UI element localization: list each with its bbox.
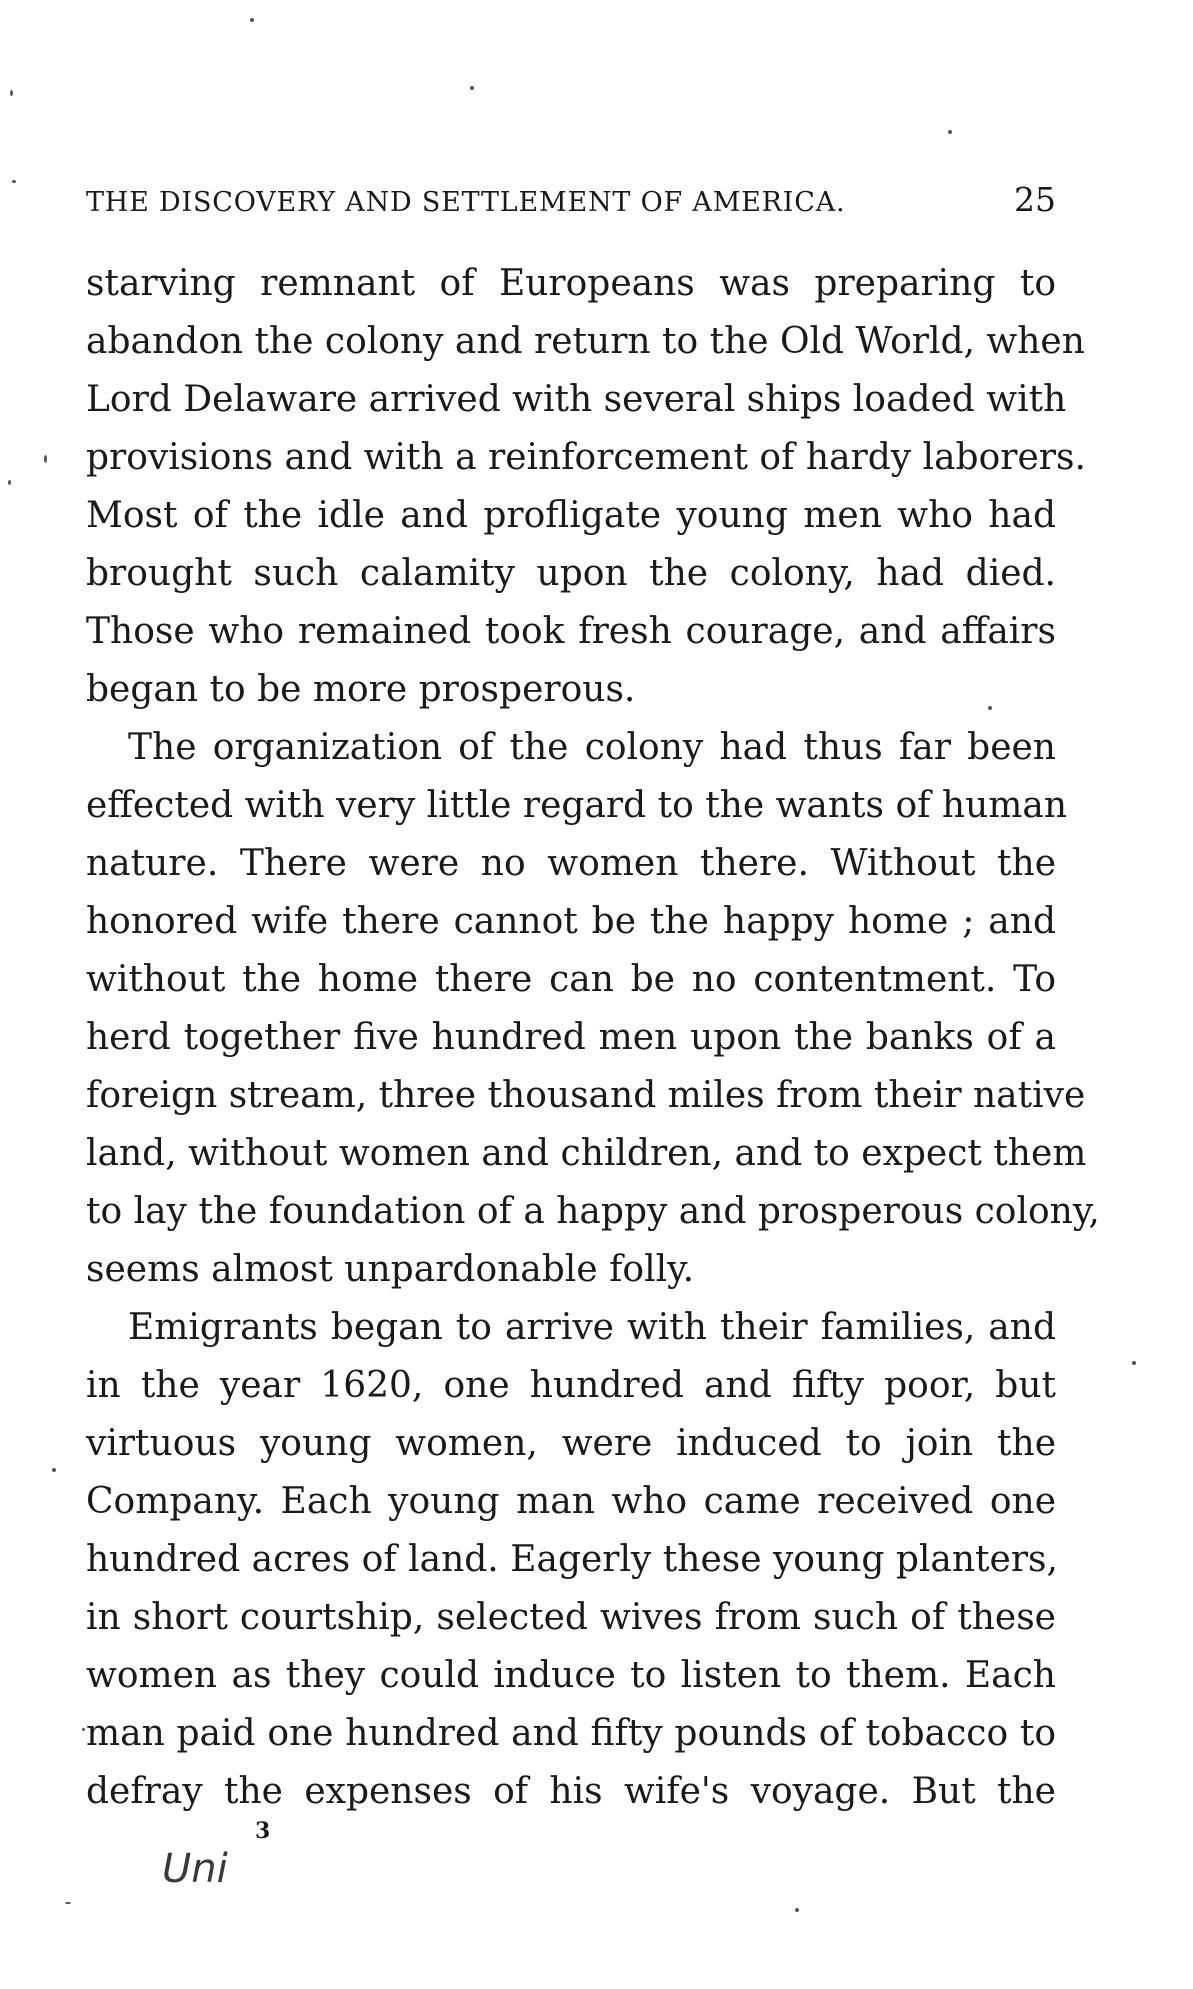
text-line: Company. Each young man who came received one — [86, 1481, 1056, 1522]
text-line: Most of the idle and profligate young men who had — [86, 495, 1056, 536]
scan-speck — [8, 480, 11, 485]
page-number: 25 — [1014, 180, 1056, 219]
text-line: in short courtship, selected wives from such of these — [86, 1597, 1056, 1638]
text-line: foreign stream, three thousand miles from their native — [86, 1075, 1086, 1116]
text-line: to lay the foundation of a happy and prosperous colony, — [86, 1191, 1100, 1232]
scan-speck — [795, 1908, 799, 1912]
text-line: nature. There were no women there. Without the — [86, 843, 1056, 884]
text-line: brought such calamity upon the colony, had died. — [86, 553, 1056, 594]
text-line: seems almost unpardonable folly. — [86, 1249, 695, 1290]
footer-stamp: Uni — [162, 1846, 228, 1892]
text-line: hundred acres of land. Eagerly these young planters, — [86, 1539, 1058, 1580]
text-line: man paid one hundred and fifty pounds of tobacco to — [86, 1713, 1056, 1754]
scan-speck — [82, 1728, 85, 1731]
body-text — [86, 255, 1100, 1821]
paragraph-3 — [86, 1299, 1056, 1821]
text-line: in the year 1620, one hundred and fifty poor, but — [86, 1365, 1056, 1406]
text-line: effected with very little regard to the wants of human — [86, 785, 1068, 826]
scan-speck — [1132, 1361, 1136, 1365]
scan-speck — [948, 130, 952, 134]
text-line: herd together five hundred men upon the banks of a — [86, 1017, 1056, 1058]
text-line: The organization of the colony had thus far been — [128, 727, 1056, 768]
scan-speck — [52, 1468, 56, 1472]
scan-speck — [44, 455, 47, 463]
scan-speck — [10, 90, 13, 96]
signature-mark: 3 — [255, 1818, 271, 1844]
scan-speck — [12, 180, 16, 183]
text-line: without the home there can be no contentment. To — [86, 959, 1056, 1000]
scan-speck — [250, 18, 254, 22]
scan-speck — [470, 86, 474, 90]
text-line: provisions and with a reinforcement of hardy laborers. — [86, 437, 1086, 478]
scan-speck — [988, 706, 992, 710]
running-head — [86, 180, 1056, 219]
scan-speck — [65, 1902, 71, 1904]
text-line: honored wife there cannot be the happy home ; and — [86, 901, 1056, 942]
text-line: Lord Delaware arrived with several ships loaded with — [86, 379, 1067, 420]
text-line: virtuous young women, were induced to join the — [86, 1423, 1056, 1464]
text-line: defray the expenses of his wife's voyage. But the — [86, 1771, 1056, 1812]
text-line: abandon the colony and return to the Old World, when — [86, 321, 1085, 362]
text-line: women as they could induce to listen to them. Each — [86, 1655, 1056, 1696]
text-line: Emigrants began to arrive with their families, and — [128, 1307, 1056, 1348]
text-line: land, without women and children, and to expect them — [86, 1133, 1087, 1174]
running-head-title: THE DISCOVERY AND SETTLEMENT OF AMERICA. — [86, 187, 846, 218]
paragraph-2 — [86, 719, 1100, 1299]
text-line: Those who remained took fresh courage, and affairs — [86, 611, 1056, 652]
text-line: began to be more prosperous. — [86, 669, 636, 710]
paragraph-1 — [86, 255, 1086, 719]
text-line: starving remnant of Europeans was preparing to — [86, 263, 1056, 304]
